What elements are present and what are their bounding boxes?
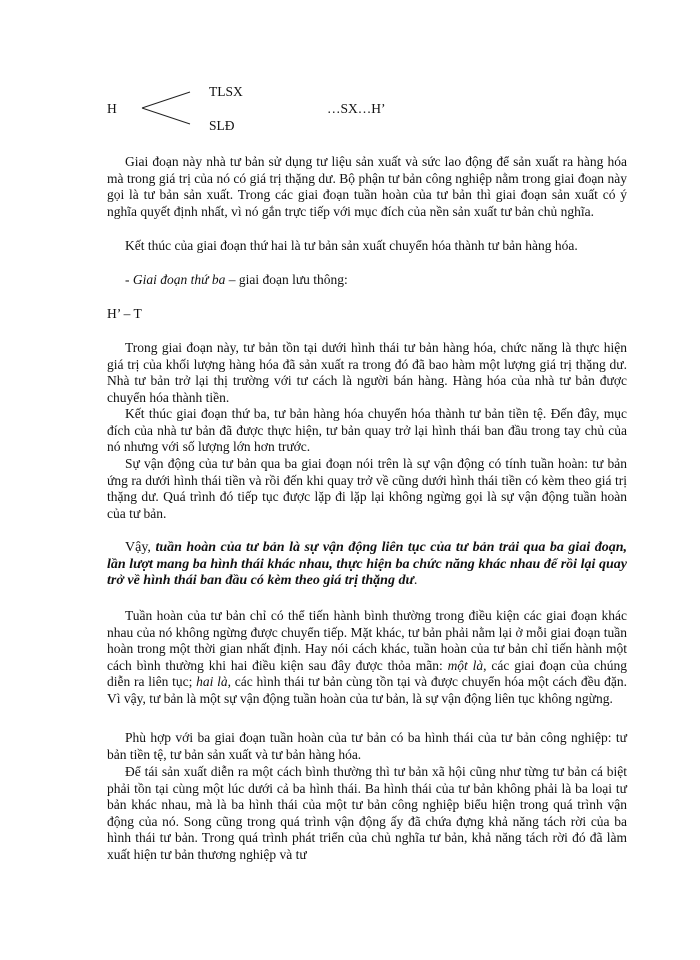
- paragraph-circulation-movement: Sự vận động của tư bản qua ba giai đoạn nói trên là sự vận động có tính tuần hoàn: tư bản ứng ra dưới hình thái tiền và rồi đến khi quay trở về cũng dưới hình thái tiền có kèm theo giá trị thặng dư. Quá trình đó tiếp tục được lặp đi lặp lại không ngừng gọi là sự vận động tuần hoàn của tư bản.: [107, 456, 627, 521]
- definition-end: .: [413, 573, 418, 589]
- formula-h-t: H’ – T: [107, 306, 142, 321]
- paragraph-definition: [107, 540, 627, 590]
- diagram-tlsx: TLSX: [209, 84, 243, 99]
- conditions-one: một là: [447, 657, 484, 673]
- definition-italic: tuần hoàn của tư bản là sự vận động liên tục của tư bản trải qua ba giai đoạn, lần lượt mang ba hình thái khác nhau, thực hiện ba chức năng khác nhau để rồi lại quay trở về hình thái ban đầu có kèm theo giá trị thặng dư: [107, 540, 628, 589]
- stage-three-rest: – giai đoạn lưu thông:: [225, 272, 348, 287]
- branch-lines: [0, 0, 700, 140]
- paragraph-reproduction: Để tái sản xuất diễn ra một cách bình thường thì tư bản xã hội cũng như từng tư bản cá biệt phải tồn tại cùng một lúc dưới cả ba hình thái. Ba hình thái của tư bản không phải là ba loại tư bản khác nhau, mà là ba hình thái của một tư bản công nghiệp biểu hiện trong quá trình vận động của nó. Song cũng trong quá trình vận động ấy đã chứa đựng khả năng tách rời của ba hình thái tư bản. Trong quá trình phát triển của chủ nghĩa tư bản, khả năng tách rời đó đã làm xuất hiện tư bản thương nghiệp và tư: [107, 764, 627, 862]
- heading-stage-three: [107, 272, 627, 289]
- diagram-result: …SX…H’: [327, 101, 386, 116]
- paragraph-end-stage-three: Kết thúc giai đoạn thứ ba, tư bản hàng hóa chuyển hóa thành tư bản tiền tệ. Đến đây, mục đích của nhà tư bản đã được thực hiện, tư bản quay trở lại hình thái ban đầu trong tay chủ của nó nhưng với số lượng lớn hơn trước.: [107, 406, 627, 455]
- conditions-text-2: , các giai đoạn của chúng diễn ra liên tục;: [107, 657, 627, 690]
- diagram-sld: SLĐ: [209, 118, 235, 133]
- paragraph-circulation-stage: Trong giai đoạn này, tư bản tồn tại dưới hình thái tư bản hàng hóa, chức năng là thực hiện giá trị của khối lượng hàng hóa đã sản xuất ra trong đó đã bao hàm một lượng giá trị thặng dư. Nhà tư bản trở lại thị trường với tư cách là người bán hàng. Hàng hóa của nhà tư bản được chuyển hóa thành tiền.: [107, 340, 627, 405]
- paragraph-conditions: [107, 608, 627, 708]
- conditions-text-3: , các hình thái tư bản cùng tồn tại và được chuyển hóa một cách đều đặn. Vì vậy, tư bản là một sự vận động tuần hoàn của tư bản, là sự vận động liên tục không ngừng.: [107, 674, 627, 706]
- paragraph-end-stage-two: Kết thúc của giai đoạn thứ hai là tư bản sản xuất chuyển hóa thành tư bản hàng hóa.: [125, 238, 578, 253]
- conditions-text-1: Tuần hoàn của tư bản chỉ có thể tiến hành bình thường trong điều kiện các giai đoạn khác nhau của nó không ngừng được chuyển tiếp. Mặt khác, tư bản phải nằm lại ở mỗi giai đoạn tuần hoàn trong một thời gian nhất định. Hay nói cách khác, tuần hoàn của tư bản chỉ tiến hành một cách bình thường khi hai điều kiện sau đây được thỏa mãn:: [107, 608, 627, 673]
- paragraph-three-forms: Phù hợp với ba giai đoạn tuần hoàn của tư bản có ba hình thái của tư bản công nghiệp: tư bản tiền tệ, tư bản sản xuất và tư bản hàng hóa.: [107, 730, 627, 762]
- definition-lead: Vậy,: [125, 540, 156, 555]
- stage-three-title: Giai đoạn thứ ba: [132, 272, 226, 287]
- conditions-two: hai là: [196, 674, 228, 690]
- paragraph-production-stage: Giai đoạn này nhà tư bản sử dụng tư liệu sản xuất và sức lao động để sản xuất ra hàng hóa mà trong giá trị của nó có giá trị thặng dư. Bộ phận tư bản công nghiệp nằm trong giai đoạn này gọi là tư bản sản xuất. Trong các giai đoạn tuần hoàn của tư bản thì giai đoạn sản xuất có ý nghĩa quyết định nhất, vì nó gắn trực tiếp với mục đích của nền sản xuất tư bản chủ nghĩa.: [107, 154, 627, 219]
- diagram-h: H: [107, 101, 117, 116]
- stage-three-dash: -: [125, 272, 133, 287]
